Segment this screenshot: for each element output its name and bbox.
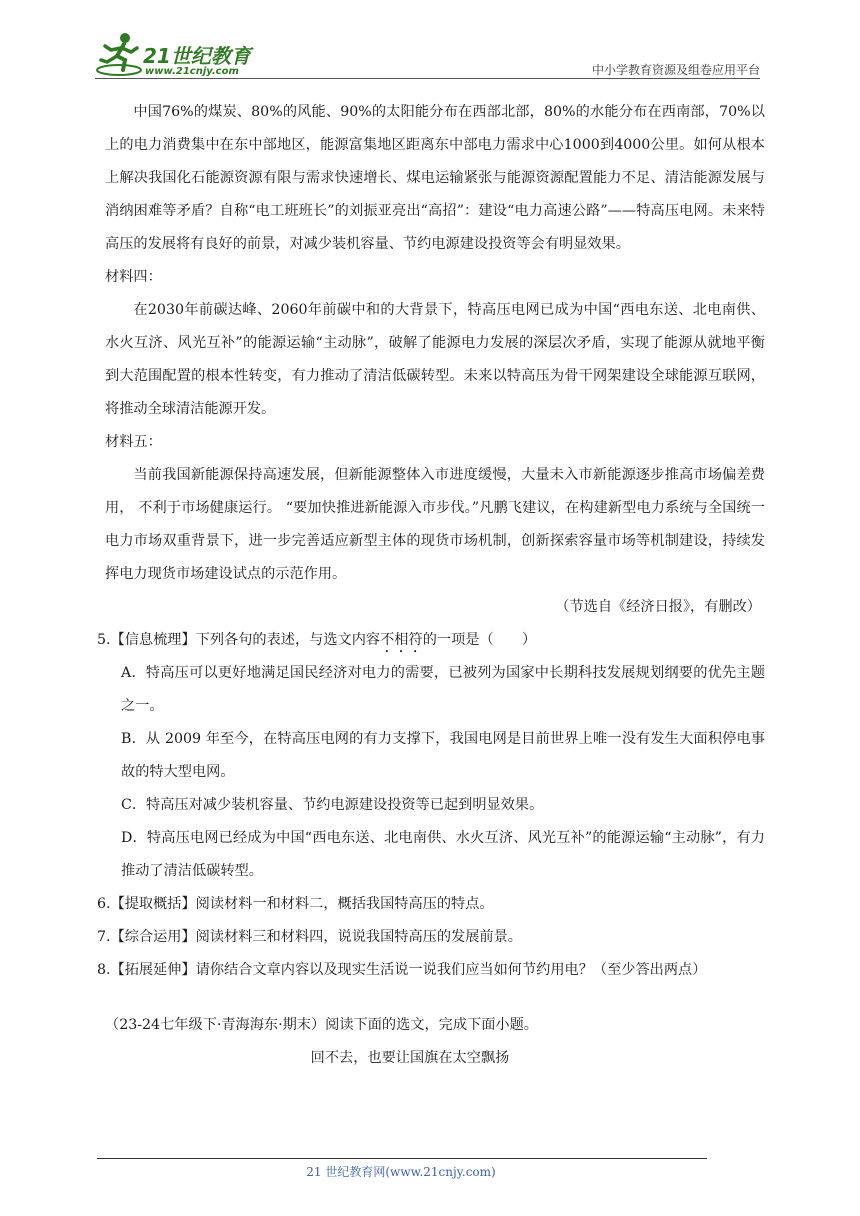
material4-paragraph: 在2030年前碳达峰、2060年前碳中和的大背景下，特高压电网已成为中国“西电东送、北电南供、水火互济、风光互补”的能源运输“主动脉”，破解了能源电力发展的深层次矛盾，实现了能源从就地平衡到大范围配置的根本性转变，有力推动了清洁低碳转型。未来以特高压为骨干网架建设全球能源互联网，将推动全球清洁能源开发。 [105, 302, 765, 417]
next-section-intro: （23-24七年级下·青海海东·期末）阅读下面的选文，完成下面小题。 [105, 1017, 538, 1033]
question-5-prefix: 5.【信息梳理】下列各句的表述，与选文内容 [97, 632, 381, 648]
material3-paragraph: 中国76%的煤炭、80%的风能、90%的太阳能分布在西部北部，80%的水能分布在西南部，70%以上的电力消费集中在东中部地区，能源富集地区距离东中部电力需求中心1000到4000公里。如何从根本上解决我国化石能源资源有限与需求快速增长、煤电运输紧张与能源资源配置能力不足、清洁能源发展与消纳困难等矛盾？自称“电工班班长”的刘振亚亮出“高招”：建设“电力高速公路”——特高压电网。未来特高压的发展将有良好的前景，对减少装机容量、节约电源建设投资等会有明显效果。 [105, 104, 765, 252]
option-a: A．特高压可以更好地满足国民经济对电力的需要，已被列为国家中长期科技发展规划纲要的优先主题之一。 [121, 665, 765, 714]
material4-label: 材料四： [105, 269, 162, 285]
question-5-emphasis: 不相符 [380, 632, 423, 648]
question-5-suffix: 的一项是（ ） [422, 632, 537, 648]
question-7: 7.【综合运用】阅读材料三和材料四，说说我国特高压的发展前景。 [97, 929, 522, 945]
running-man-logo-icon [95, 30, 145, 78]
page-footer: 21 世纪教育网(www.21cnjy.com) [306, 1165, 496, 1179]
option-d: D．特高压电网已经成为中国“西电东送、北电南供、水火互济、风光互补”的能源运输“主动脉”，有力推动了清洁低碳转型。 [121, 830, 765, 879]
option-b: B．从 2009 年至今，在特高压电网的有力支撑下，我国电网是目前世界上唯一没有发生大面积停电事故的特大型电网。 [121, 731, 765, 780]
footer-divider [97, 1158, 707, 1159]
platform-name: 中小学教育资源及组卷应用平台 [591, 63, 760, 77]
next-article-title: 回不去，也要让国旗在太空飘扬 [310, 1050, 510, 1066]
question-8: 8.【拓展延伸】请你结合文章内容以及现实生活说一说我们应当如何节约用电？（至少答出两点） [97, 962, 707, 978]
page-header [95, 30, 760, 82]
section-gap [105, 987, 765, 1009]
material5-paragraph: 当前我国新能源保持高速发展，但新能源整体入市进度缓慢，大量未入市新能源逐步推高市场偏差费用， 不利于市场健康运行。 “要加快推进新能源入市步伐。”凡鹏飞建议，在构建新型电力系统与全国统一电力市场双重背景下，进一步完善适应新型主体的现货市场机制，创新探索容量市场等机制建设，持续发挥电力现货市场建设试点的示范作用。 [105, 467, 765, 582]
material5-label: 材料五： [105, 434, 162, 450]
logo-sub-text: www.21cnjy.com [145, 66, 239, 77]
logo-main-text: 21世纪教育 [143, 44, 251, 68]
option-c: C．特高压对减少装机容量、节约电源建设投资等已起到明显效果。 [121, 797, 544, 813]
source-citation: （节选自《经济日报》，有删改） [555, 599, 761, 615]
question-5 [97, 624, 765, 657]
question-6: 6.【提取概括】阅读材料一和材料二，概括我国特高压的特点。 [97, 896, 494, 912]
site-logo [95, 30, 285, 80]
header-divider [95, 78, 760, 79]
article-content [97, 96, 765, 1075]
